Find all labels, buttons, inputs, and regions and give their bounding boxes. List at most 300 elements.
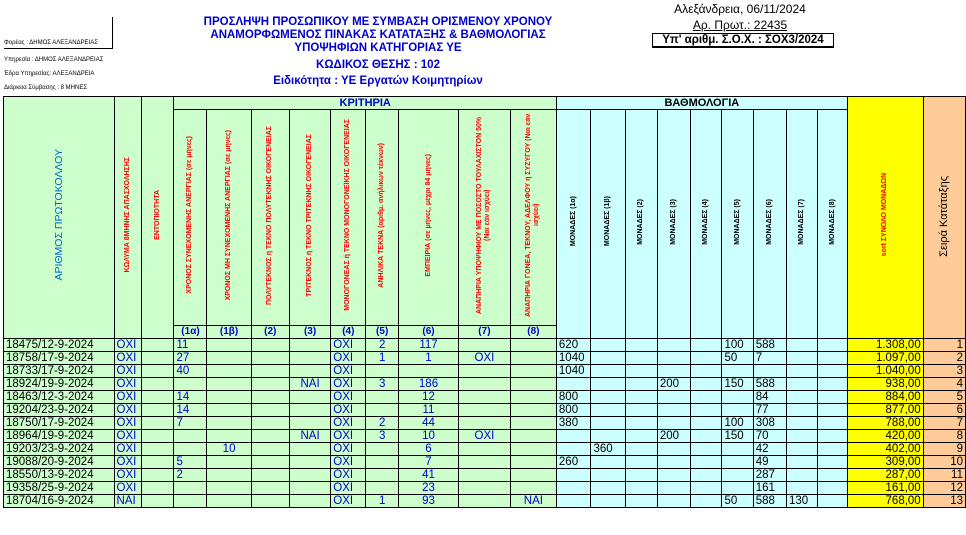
cell-m5: 150 [722,430,753,443]
cell-k5: 2 [366,339,399,352]
cell-m2 [625,378,657,391]
cell-k1b [207,495,251,508]
cell-k8 [510,404,556,417]
cell-m6: 42 [753,443,786,456]
cell-m8 [818,430,848,443]
cell-k7 [459,378,511,391]
cell-m3 [657,352,690,365]
cell-m4 [691,352,722,365]
table-row [4,404,966,417]
cell-m3 [657,339,690,352]
cell-m4 [691,365,722,378]
cell-k4: ΟΧΙ [331,391,366,404]
cell-sum: 1.097,00 [847,352,923,365]
cell-k8 [510,469,556,482]
table-row [4,417,966,430]
cell-k3 [289,443,330,456]
cell-m1b [591,495,625,508]
cell-k1b [207,352,251,365]
cell-m5: 100 [722,339,753,352]
cell-m6: 588 [753,339,786,352]
cell-m5 [722,469,753,482]
cell-sum: 402,00 [847,443,923,456]
cell-k6: 11 [398,404,458,417]
cell-k1b [207,456,251,469]
cell-k4: ΟΧΙ [331,469,366,482]
cell-k4: ΟΧΙ [331,352,366,365]
cell-m7 [786,430,817,443]
cell-k7 [459,391,511,404]
cell-m2 [625,456,657,469]
cell-k7 [459,469,511,482]
cell-m8 [818,339,848,352]
cell-m7: 130 [786,495,817,508]
cell-protocol: 18964/19-9-2024 [4,430,115,443]
cell-k7 [459,339,511,352]
code-1b: (1β) [207,326,251,339]
cell-protocol: 18924/19-9-2024 [4,378,115,391]
cell-k5: 1 [366,495,399,508]
cell-m2 [625,469,657,482]
col-k8-header: ΑΝΑΠΗΡΙΑ ΓΟΝΕΑ, ΤΕΚΝΟΥ, ΑΔΕΛΦΟΥ ή ΣΥΖΥΓΟΥ (Ναι εάν ισχύει) [510,110,556,326]
doc-protocol: Αρ. Πρωτ.: 22435 [692,18,788,32]
cell-m1b [591,391,625,404]
cell-m6 [753,365,786,378]
cell-k1a: 2 [174,469,207,482]
table-row [4,430,966,443]
col-m5-header: ΜΟΝΑΔΕΣ (5) [722,110,753,339]
col-m1a-header: ΜΟΝΑΔΕΣ (1α) [556,110,591,339]
cell-protocol: 18475/12-9-2024 [4,339,115,352]
cell-protocol: 18704/16-9-2024 [4,495,115,508]
cell-kolyma: ΟΧΙ [114,469,142,482]
col-m3-header: ΜΟΝΑΔΕΣ (3) [657,110,690,339]
col-m1b-header: ΜΟΝΑΔΕΣ (1β) [591,110,625,339]
cell-k1b [207,378,251,391]
cell-kolyma: ΟΧΙ [114,404,142,417]
cell-rank: 2 [923,352,965,365]
cell-m3 [657,365,690,378]
cell-k5 [366,456,399,469]
cell-entopiotita [142,417,174,430]
cell-k1a [174,430,207,443]
cell-k3: ΝΑΙ [289,430,330,443]
cell-m5: 50 [722,352,753,365]
cell-m8 [818,391,848,404]
cell-k1a: 40 [174,365,207,378]
cell-m7 [786,378,817,391]
cell-m6: 308 [753,417,786,430]
cell-protocol: 18463/12-3-2024 [4,391,115,404]
cell-m3 [657,469,690,482]
cell-entopiotita [142,339,174,352]
cell-k7 [459,456,511,469]
cell-m3: 200 [657,430,690,443]
cell-kolyma: ΟΧΙ [114,482,142,495]
cell-k6: 41 [398,469,458,482]
code-7: (7) [459,326,511,339]
meta-edra: Έδρα Υπηρεσίας: ΑΛΕΞΑΝΔΡΕΙΑ [4,71,95,77]
col-m7-header: ΜΟΝΑΔΕΣ (7) [786,110,817,339]
table-row [4,443,966,456]
cell-k6: 186 [398,378,458,391]
cell-m1b [591,469,625,482]
cell-m1a [556,495,591,508]
cell-m7 [786,417,817,430]
cell-m8 [818,456,848,469]
col-k7-header: ΑΝΑΠΗΡΙΑ ΥΠΟΨΗΦΙΟΥ ΜΕ ΠΟΣΟΣΤΟ ΤΟΥΛΑΧΙΣΤΟΝ 50% (Ναι εάν ισχύει) [459,110,511,326]
cell-m4 [691,339,722,352]
cell-k1b: 10 [207,443,251,456]
col-m4-header: ΜΟΝΑΔΕΣ (4) [691,110,722,339]
cell-k5 [366,443,399,456]
cell-protocol: 19204/23-9-2024 [4,404,115,417]
table-row [4,495,966,508]
cell-k5 [366,469,399,482]
cell-m4 [691,495,722,508]
cell-k6: 6 [398,443,458,456]
col-rank-header: Σειρά Κατάταξης [923,97,965,339]
cell-k1a [174,482,207,495]
cell-m6: 70 [753,430,786,443]
cell-k5 [366,391,399,404]
cell-m8 [818,417,848,430]
cell-k1a: 7 [174,417,207,430]
cell-m4 [691,469,722,482]
cell-m5: 150 [722,378,753,391]
cell-k7 [459,482,511,495]
cell-m1a [556,443,591,456]
cell-k3 [289,404,330,417]
col-m6-header: ΜΟΝΑΔΕΣ (6) [753,110,786,339]
cell-k8 [510,417,556,430]
cell-m1b [591,365,625,378]
cell-rank: 5 [923,391,965,404]
cell-m2 [625,482,657,495]
cell-k8 [510,365,556,378]
cell-entopiotita [142,495,174,508]
code-8: (8) [510,326,556,339]
cell-k2 [251,417,289,430]
cell-k6 [398,365,458,378]
cell-k1b [207,482,251,495]
group-kritiria-header: ΚΡΙΤΗΡΙΑ [174,97,556,110]
cell-k6: 10 [398,430,458,443]
cell-m4 [691,404,722,417]
col-m2-header: ΜΟΝΑΔΕΣ (2) [625,110,657,339]
cell-k4: ΟΧΙ [331,339,366,352]
cell-sum: 938,00 [847,378,923,391]
cell-k3 [289,339,330,352]
cell-rank: 11 [923,469,965,482]
cell-m7 [786,339,817,352]
cell-entopiotita [142,391,174,404]
cell-k1a: 14 [174,404,207,417]
cell-m8 [818,378,848,391]
cell-m6: 588 [753,378,786,391]
cell-k2 [251,443,289,456]
cell-entopiotita [142,365,174,378]
cell-rank: 7 [923,417,965,430]
cell-m1a [556,469,591,482]
table-row [4,482,966,495]
cell-k4: ΟΧΙ [331,417,366,430]
cell-k2 [251,339,289,352]
cell-kolyma: ΟΧΙ [114,430,142,443]
group-vathmologia-header: ΒΑΘΜΟΛΟΓΙΑ [556,97,847,110]
doc-date: Αλεξάνδρεια, 06/11/2024 [674,2,806,16]
col-entopiotita-header: ΕΝΤΟΠΙΟΤΗΤΑ [142,97,174,339]
cell-k2 [251,469,289,482]
meta-diarkeia: Διάρκεια Σύμβασης : 8 ΜΗΝΕΣ [4,85,88,91]
cell-kolyma: ΟΧΙ [114,391,142,404]
cell-m1b [591,417,625,430]
cell-k6: 93 [398,495,458,508]
cell-m7 [786,482,817,495]
cell-k1a: 11 [174,339,207,352]
cell-m6: 84 [753,391,786,404]
table-row [4,469,966,482]
cell-m7 [786,365,817,378]
cell-k8 [510,339,556,352]
cell-k4: ΟΧΙ [331,456,366,469]
cell-m8 [818,482,848,495]
cell-m1a: 800 [556,404,591,417]
cell-m5 [722,482,753,495]
meta-ypiresia: Υπηρεσία : ΔΗΜΟΣ ΑΛΕΞΑΝΔΡΕΙΑΣ [4,57,104,63]
meta-foreas: Φορέας : ΔΗΜΟΣ ΑΛΕΞΑΝΔΡΕΙΑΣ [4,40,98,46]
cell-m2 [625,391,657,404]
cell-m3 [657,482,690,495]
cell-sum: 884,00 [847,391,923,404]
cell-m1b [591,339,625,352]
cell-k8 [510,456,556,469]
col-sum-header: sort ΣΥΝΟΛΟ ΜΟΝΑΔΩΝ [847,97,923,339]
cell-m1a: 1040 [556,365,591,378]
cell-sum: 287,00 [847,469,923,482]
cell-kolyma: ΟΧΙ [114,365,142,378]
cell-m1b [591,404,625,417]
cell-k2 [251,495,289,508]
meta-divider [4,48,112,49]
col-k2-header: ΠΟΛΥΤΕΚΝΟΣ ή ΤΕΚΝΟ ΠΟΛΥΤΕΚΝΗΣ ΟΙΚΟΓΕΝΕΙΑΣ [251,110,289,326]
cell-k2 [251,404,289,417]
cell-m3 [657,391,690,404]
cell-entopiotita [142,430,174,443]
cell-m4 [691,456,722,469]
cell-m1a [556,482,591,495]
cell-k2 [251,352,289,365]
cell-k2 [251,482,289,495]
cell-k5 [366,365,399,378]
cell-entopiotita [142,456,174,469]
cell-k2 [251,365,289,378]
cell-entopiotita [142,404,174,417]
cell-m2 [625,430,657,443]
cell-kolyma: ΟΧΙ [114,378,142,391]
cell-entopiotita [142,469,174,482]
cell-k1b [207,469,251,482]
cell-k1a: 14 [174,391,207,404]
cell-m4 [691,430,722,443]
cell-k6: 1 [398,352,458,365]
col-k5-header: ΑΝΗΛΙΚΑ ΤΕΚΝΑ (αριθμ. ανήλικων τέκνων) [366,110,399,326]
cell-k1b [207,404,251,417]
cell-protocol: 19088/20-9-2024 [4,456,115,469]
cell-m7 [786,443,817,456]
col-protocol-header: ΑΡΙΘΜΟΣ ΠΡΩΤΟΚΟΛΛΟΥ [4,97,115,339]
cell-k5 [366,482,399,495]
cell-m6: 287 [753,469,786,482]
cell-sum: 420,00 [847,430,923,443]
cell-m1a [556,378,591,391]
table-row [4,365,966,378]
cell-m7 [786,469,817,482]
cell-kolyma: ΟΧΙ [114,417,142,430]
cell-m4 [691,482,722,495]
cell-m3 [657,443,690,456]
col-k1a-header: ΧΡΟΝΟΣ ΣΥΝΕΧΟΜΕΝΗΣ ΑΝΕΡΓΙΑΣ (σε μήνες) [174,110,207,326]
cell-sum: 161,00 [847,482,923,495]
cell-rank: 6 [923,404,965,417]
cell-k3: ΝΑΙ [289,378,330,391]
cell-m2 [625,443,657,456]
ranking-table [3,96,966,508]
cell-k7: ΟΧΙ [459,352,511,365]
title-line-1: ΠΡΟΣΛΗΨΗ ΠΡΟΣΩΠΙΚΟΥ ΜΕ ΣΥΜΒΑΣΗ ΟΡΙΣΜΕΝΟΥ ΧΡΟΝΟΥ [203,16,553,28]
cell-k7: ΟΧΙ [459,430,511,443]
cell-k4: ΟΧΙ [331,495,366,508]
cell-k5: 3 [366,430,399,443]
cell-m1b: 360 [591,443,625,456]
cell-m5: 100 [722,417,753,430]
table-row [4,339,966,352]
cell-k1a: 5 [174,456,207,469]
cell-sum: 1.040,00 [847,365,923,378]
cell-m1b [591,482,625,495]
cell-m3: 200 [657,378,690,391]
cell-k6: 23 [398,482,458,495]
code-5: (5) [366,326,399,339]
cell-m1a: 380 [556,417,591,430]
cell-m6: 7 [753,352,786,365]
cell-m6: 77 [753,404,786,417]
cell-m7 [786,391,817,404]
cell-m8 [818,365,848,378]
cell-m4 [691,378,722,391]
cell-entopiotita [142,352,174,365]
cell-rank: 13 [923,495,965,508]
cell-k4: ΟΧΙ [331,430,366,443]
cell-k5: 2 [366,417,399,430]
cell-k2 [251,391,289,404]
cell-m2 [625,339,657,352]
cell-k6: 7 [398,456,458,469]
cell-m5 [722,365,753,378]
cell-k4: ΟΧΙ [331,365,366,378]
cell-m7 [786,456,817,469]
cell-k6: 44 [398,417,458,430]
cell-kolyma: ΟΧΙ [114,352,142,365]
cell-k4: ΟΧΙ [331,404,366,417]
cell-entopiotita [142,482,174,495]
cell-m7 [786,404,817,417]
cell-m3 [657,404,690,417]
cell-m2 [625,495,657,508]
cell-m1b [591,430,625,443]
cell-k2 [251,456,289,469]
cell-k3 [289,391,330,404]
cell-m1a [556,430,591,443]
cell-k3 [289,495,330,508]
cell-protocol: 19203/23-9-2024 [4,443,115,456]
cell-entopiotita [142,443,174,456]
cell-sum: 1.308,00 [847,339,923,352]
cell-kolyma: ΟΧΙ [114,339,142,352]
cell-m1a: 1040 [556,352,591,365]
cell-k1b [207,391,251,404]
code-2: (2) [251,326,289,339]
cell-m2 [625,365,657,378]
col-k1b-header: ΧΡΟΝΟΣ ΜΗ ΣΥΝΕΧΟΜΕΝΗΣ ΑΝΕΡΓΙΑΣ (σε μήνες) [207,110,251,326]
table-row [4,456,966,469]
code-3: (3) [289,326,330,339]
cell-kolyma: ΟΧΙ [114,443,142,456]
cell-k7 [459,417,511,430]
cell-kolyma: ΝΑΙ [114,495,142,508]
title-specialty: Ειδικότητα : ΥΕ Εργατών Κοιμητηρίων [273,75,483,87]
cell-rank: 4 [923,378,965,391]
code-6: (6) [398,326,458,339]
cell-k4: ΟΧΙ [331,378,366,391]
cell-rank: 8 [923,430,965,443]
cell-m8 [818,495,848,508]
cell-m5 [722,404,753,417]
cell-k8 [510,391,556,404]
cell-entopiotita [142,378,174,391]
cell-m3 [657,456,690,469]
table-row [4,352,966,365]
cell-k4: ΟΧΙ [331,482,366,495]
cell-sum: 309,00 [847,456,923,469]
cell-k1a [174,378,207,391]
cell-k8 [510,430,556,443]
cell-protocol: 18733/17-9-2024 [4,365,115,378]
cell-k7 [459,365,511,378]
cell-protocol: 18550/13-9-2024 [4,469,115,482]
cell-protocol: 19358/25-9-2024 [4,482,115,495]
cell-k1b [207,430,251,443]
cell-m5 [722,443,753,456]
cell-k4: ΟΧΙ [331,443,366,456]
cell-k2 [251,430,289,443]
cell-k7 [459,495,511,508]
cell-k5 [366,404,399,417]
col-m8-header: ΜΟΝΑΔΕΣ (8) [818,110,848,339]
cell-protocol: 18750/17-9-2024 [4,417,115,430]
cell-k8 [510,352,556,365]
cell-m8 [818,404,848,417]
title-line-2: ΑΝΑΜΟΡΦΩΜΕΝΟΣ ΠΙΝΑΚΑΣ ΚΑΤΑΤΑΞΗΣ & ΒΑΘΜΟΛΟΓΙΑΣ [210,29,546,41]
cell-k1b [207,365,251,378]
cell-m5 [722,456,753,469]
table-row [4,378,966,391]
cell-m3 [657,417,690,430]
cell-m6: 588 [753,495,786,508]
title-code: ΚΩΔΙΚΟΣ ΘΕΣΗΣ : 102 [316,59,440,71]
cell-k6: 117 [398,339,458,352]
cell-k8 [510,482,556,495]
